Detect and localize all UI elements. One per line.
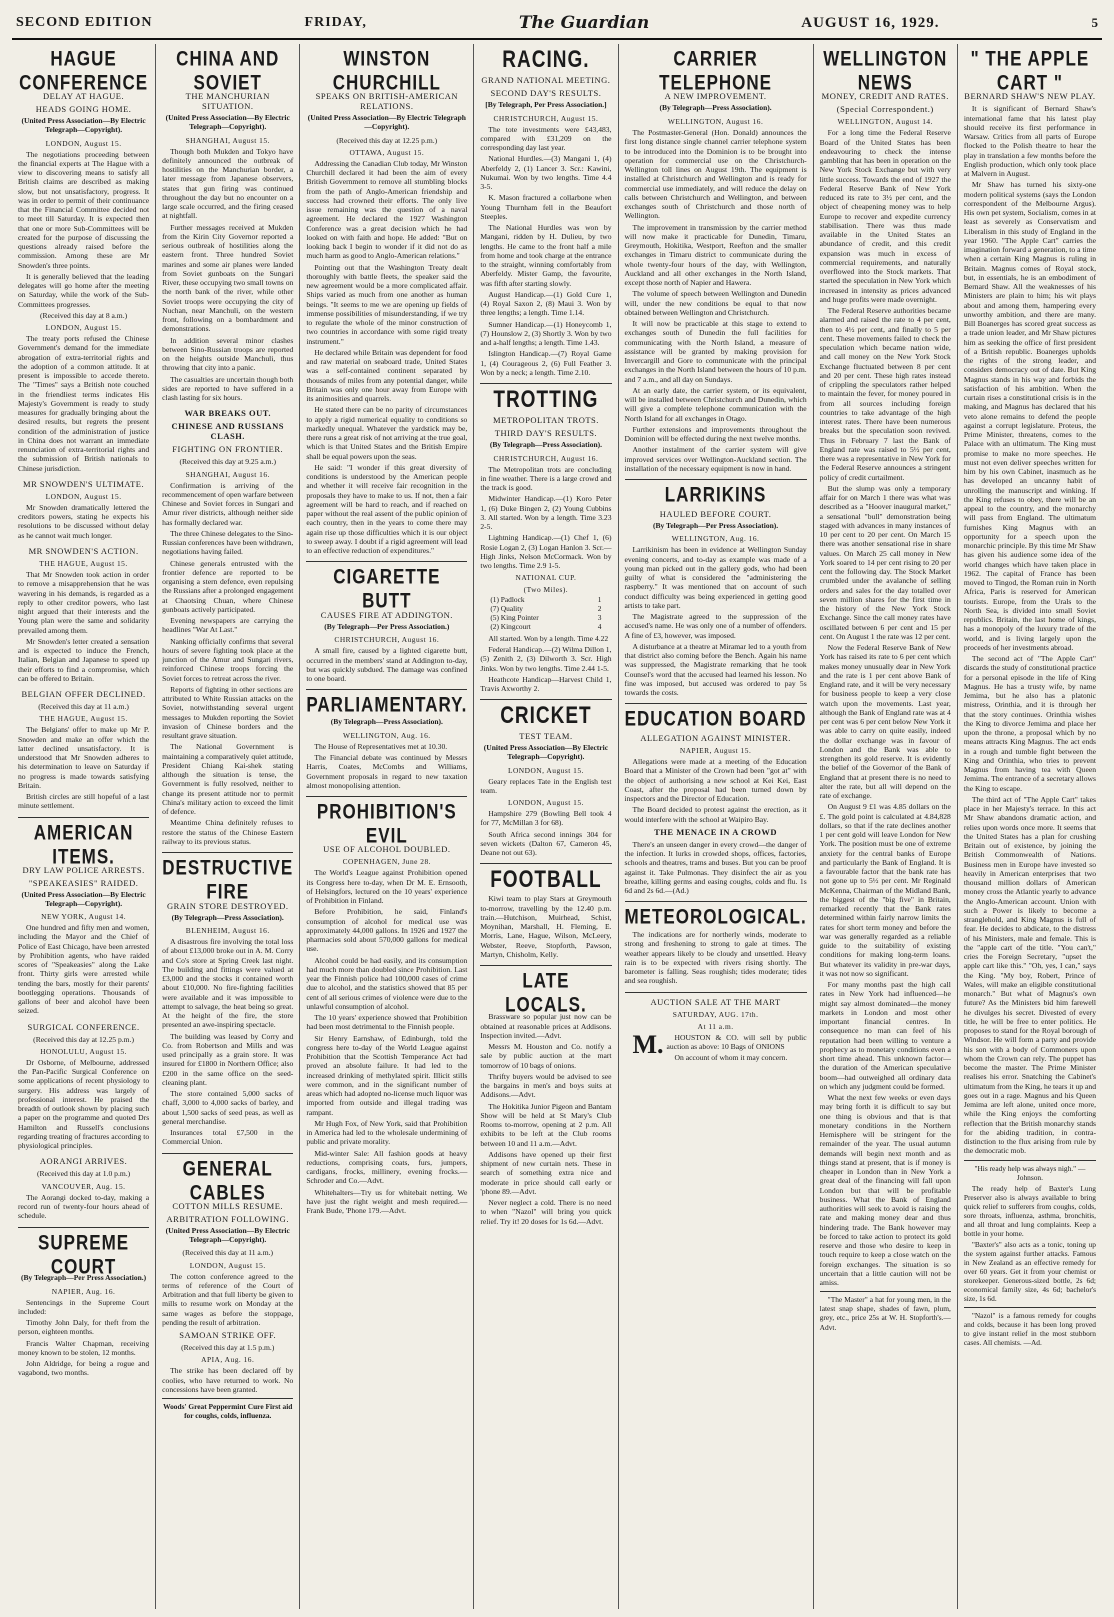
article-american bbox=[18, 822, 149, 1016]
paragraph: He declared while Britain was dependent for food and raw material on seaboard trade, United States was a self-contained continent separated by thousands of miles from any potential danger, while Britain was only one hour away from Europe with its animosities and quarrels. bbox=[306, 347, 468, 404]
dateline: WELLINGTON, Aug. 16. bbox=[671, 534, 760, 544]
column-7 bbox=[958, 44, 1102, 1609]
dateline: LONDON, August 15. bbox=[45, 323, 122, 333]
paragraph: The improvement in transmission by the carrier method will now make it practicable for Dunedin, Timaru, Greymouth, Hokitika, Westport, Reefton and the smaller exchanges in Timaru district to communicate during the whole twenty-four hours of the day, with Wellington, Auckland and all other exchanges in the North Island, except those north of Napier and Hawera. bbox=[624, 222, 807, 288]
paragraph: The World's League against Prohibition opened its Congress here to-day, when Dr M. E. Ernsooth, of Helsingfors, lectured on the 10 years' experience of Prohibition in Finland. bbox=[306, 868, 468, 906]
article-carrier bbox=[625, 48, 807, 473]
dateline: LONDON, August 15. bbox=[45, 491, 122, 501]
credit: (United Press Association—By Electric Telegraph—Copyright). bbox=[165, 1226, 290, 1244]
columns bbox=[12, 44, 1102, 1609]
paragraph: It will now be practicable at this stage to extend to exchanges south of Dunedin the full facilities for communicating with the North Island, a measure of assistance will be granted by making provision for Invercargill and Gore to communicate with the principal exchanges in the North Island between the hours of 10 p.m. and 7 a.m., and all day on Sundays. bbox=[624, 319, 807, 384]
subhead: SURGICAL CONFERENCE. bbox=[27, 1021, 140, 1032]
paragraph: The indications are for northerly winds, moderate to strong and freshening to strong to gale at times. The weather appears likely to be cloudy and unsettled. Heavy rain is to be expected with rivers rising shortly. The barometer is falling. Seas roughish; tides moderate; tides and sea roughish. bbox=[624, 930, 807, 986]
divider bbox=[306, 689, 467, 690]
paper-name: The Guardian bbox=[518, 13, 650, 33]
dateline: HONOLULU, August 15. bbox=[40, 1046, 127, 1056]
paragraph: (Received this day at 11 a.m.) bbox=[38, 702, 129, 711]
paragraph: Never neglect a cold. There is no need to when "Nazol" will bring you quick relief. Try it! 20 doses for 1s 6d.—Advt. bbox=[480, 1198, 612, 1226]
paragraph: All started. Won by a length. Time 4.22 bbox=[488, 633, 609, 643]
paragraph: K. Mason fractured a collarbone when Young Thurnham fell in the Beaufort Steeples. bbox=[480, 193, 612, 221]
headline: AMERICAN ITEMS. bbox=[33, 820, 134, 868]
article-wellington bbox=[820, 48, 951, 1332]
dateline: THE HAGUE, August 15. bbox=[39, 558, 128, 568]
paragraph: Brassware so popular just now can be obtained at reasonable prices at Addisons. Inspection invited.—Advt. bbox=[480, 1012, 612, 1040]
subhead: GRAIN STORE DESTROYED. bbox=[166, 900, 289, 911]
article-surgical bbox=[18, 1022, 149, 1151]
subhead: HAULED BEFORE COURT. bbox=[659, 508, 772, 519]
paragraph: On account of whom it may concern. bbox=[674, 1053, 788, 1063]
subhead: A NEW IMPROVEMENT. bbox=[664, 91, 767, 102]
paragraph: The National Hurdles was won by Mangani, ridden by H. Dulieu, by two lengths. He came to the front half a mile from home and took charge at the entrance to the straight, winning comfortably from Aberfeldy. Mister Gamp, the favourite, was fifth after starting slowly. bbox=[480, 223, 612, 288]
paragraph: The negotiations proceeding between the financial experts at The Hague with a view to discovering means to satisfy all British claims are described as making slow, but not unsatisfactory, progress. It was in order to permit of their continuance that the Financial Committee decided not to meet till Saturday. It is expected then that one or more Sub-Committees will be created for the purpose of discussing the questions already raised before the commission. Among these are Mr Snowden's three points. bbox=[18, 149, 150, 270]
subhead: DRY LAW POLICE ARRESTS. bbox=[22, 864, 145, 875]
subhead: SPEAKS ON BRITISH-AMERICAN RELATIONS. bbox=[315, 91, 459, 112]
divider bbox=[625, 479, 807, 480]
article-cigarette bbox=[306, 566, 467, 683]
paragraph: Sentencings in the Supreme Court included: bbox=[18, 1297, 150, 1316]
article-meteorological bbox=[625, 906, 807, 985]
paragraph: One hundred and fifty men and women, including the Mayor and the Chief of Police of East Chicago, have been arrested by Prohibition agents, who have raided scores of "Speakeasies" along the Lake front. Thirty girls were arrested while tending the bars, mostly for their parents' bootlegging operations. Thousands of gallons of beer and alcohol have been seized. bbox=[18, 923, 150, 1016]
paragraph: (Received this day at 1.5 p.m.) bbox=[181, 1343, 275, 1353]
dateline: LONDON, August 15. bbox=[507, 798, 584, 808]
divider bbox=[625, 992, 807, 993]
race-results bbox=[490, 596, 611, 632]
advertisement: Whitehalters—Try us for whitebait netting. We have just the right weight and mesh required.—Frank Bude, 'Phone 179.—Advt. bbox=[306, 1187, 468, 1216]
paragraph: There's an unseen danger in every crowd—the danger of the infection. It lurks in crowded shops, offices, factories, schools and theatres, trams and buses. But you can be proof against it. Take Pulmonas. They disinfect the air as you breathe, killing germs and easing coughs, colds and flu. 1s 6d and 2s 6d.—(Ad.) bbox=[624, 839, 807, 896]
paragraph: (Received this day at 12.25 p.m.) bbox=[33, 1034, 134, 1044]
subhead: (Special Correspondent.) bbox=[836, 104, 934, 115]
paragraph: (Received this day at 11 a.m.) bbox=[182, 1248, 274, 1258]
subhead: MR SNOWDEN'S ULTIMATE. bbox=[23, 478, 145, 489]
paragraph: (Received this day at 9.25 a.m.) bbox=[179, 457, 277, 467]
paragraph: The store contained 5,000 sacks of chaff, 3,000 to 4,000 sacks of barley, and about 1,500 sacks of seed peas, as well as general merchandise. bbox=[162, 1089, 294, 1126]
headline: RACING. bbox=[502, 46, 590, 73]
dateline: BLENHEIM, August 16. bbox=[185, 926, 270, 936]
subhead: CHINESE AND RUSSIANS CLASH. bbox=[171, 421, 284, 442]
credit: (United Press Association—By Electric Telegraph—Copyright). bbox=[307, 113, 466, 131]
article-trotting bbox=[480, 388, 611, 693]
headline: GENERAL CABLES bbox=[182, 1156, 273, 1204]
paragraph: The treaty ports refused the Chinese Government's demand for the immediate abrogation of extra-territorial rights and the adoption of a common attitude. It at present is impossible to accede thereto. The "Times" says a British note couched in the friendliest terms indicates His Majesty's Government is ready to study measures for gradually bringing about the desired results, but regrets the present condition of the administration of justice in China does not warrant an immediate renunciation of extra-territorial rights and the submission of British nationals to Chinese jurisdiction. bbox=[18, 334, 150, 473]
divider bbox=[306, 561, 467, 562]
article-war bbox=[162, 408, 293, 846]
paragraph: The Hokitika Junior Pigeon and Bantam Show will be held at St Mary's Club Rooms to-morrow, opening at 2 p.m. All exhibits to be left at the Club rooms between 10 and 11 a.m.—Advt. bbox=[480, 1101, 612, 1148]
dateline: APIA, Aug. 16. bbox=[201, 1355, 255, 1365]
subhead: BELGIAN OFFER DECLINED. bbox=[21, 689, 146, 699]
subhead: COTTON MILLS RESUME. bbox=[172, 1201, 284, 1212]
subhead: ALLEGATION AGAINST MINISTER. bbox=[640, 733, 791, 744]
headline: CIGARETTE BUTT bbox=[333, 565, 441, 613]
divider bbox=[18, 817, 149, 818]
race-title: NATIONAL CUP. bbox=[515, 573, 577, 583]
divider bbox=[18, 1227, 149, 1228]
paragraph: The three Chinese delegates to the Sino-Russian conferences have been withdrawn, negotiations having failed. bbox=[162, 528, 294, 557]
paragraph: M. HOUSTON & CO. will sell by public auction as above: 10 Bags of ONIONS bbox=[625, 1033, 807, 1052]
paragraph: Mr Snowden dramatically lettered the creditors powers, stating he expects his resolutions to be discussed without delay as he cannot wait much longer. bbox=[18, 502, 150, 540]
paragraph: A disastrous fire involving the total loss of about £13,000 broke out in A. M. Corry and Co's store at Spring Creek last night. The building and fittings were valued at £3,000 and the stocks it contained worth about £10,000. No fire-fighting facilities were available and it was impossible to attempt to salvage, the heat being so great. At the height of the fire, the store presented an awe-inspiring spectacle. bbox=[162, 937, 294, 1030]
result-row: (7) Quality 2 bbox=[490, 604, 602, 614]
paragraph: Before Prohibition, he said, Finland's consumption of alcohol for medical use was approximately 44,000 gallons. In 1926 and 1927 the pharmacies sold about 570,000 gallons for medical use. bbox=[306, 907, 468, 954]
subhead: ARBITRATION FOLLOWING. bbox=[166, 1214, 289, 1225]
paragraph: Pointing out that the Washington Treaty dealt thoroughly with battle fleets, the speaker said the new agreement would be a more complicated affair. Ships varied as much from one another as human beings. "It seems to me we are opening up fields of immense possibilities of misunderstanding, if we try to regulate the whole of the minor construction of two countries in accordance with some rigid treaty instrument." bbox=[306, 262, 468, 346]
paragraph: The Board decided to protest against the erection, as it would interfere with the school at Waipiro Bay. bbox=[624, 805, 807, 824]
dateline: CHRISTCHURCH, August 15. bbox=[493, 113, 599, 123]
paragraph: Though both Mukden and Tokyo have definitely announced the outbreak of hostilities on the Manchurian border, a later message from Japanese observers, states that gun firing was continued throughout the day but no encounter on a large scale occurred, and the firing ceased at nightfall. bbox=[162, 146, 294, 221]
paragraph: The volume of speech between Wellington and Dunedin will, under the new conditions be equal to that now obtained between Wellington and Christchurch. bbox=[624, 289, 807, 317]
subhead: DELAY AT HAGUE. bbox=[43, 91, 125, 102]
paragraph: Kiwi team to play Stars at Greymouth to-morrow, travelling by the 12.40 p.m. train.—Hutchison, Muirhead, Schist, Moynihan, Marshall, H. Fleming, E. Morris, Lane, Hague, Wilson, McLeery, Webster, Reeve, Stopforth, Pawson, Martyn, Chisholm, Kelly. bbox=[480, 894, 612, 959]
paragraph: Meantime China definitely refuses to restore the status of the Chinese Eastern railway to its previous status. bbox=[162, 818, 294, 846]
paragraph: Thrifty buyers would be advised to see the bargains in men's and boys suits at Addisons.—Advt. bbox=[480, 1071, 612, 1100]
article-locals bbox=[480, 970, 611, 1226]
paragraph: Larrikinism has been in evidence at Wellington Sunday evening concerts, and to-day as example was made of a young man picked out in the gallery gods, who had been guilty of what is considered the "administering the raspberry." It was mentioned that on account of such conduct difficulty was being experienced in getting good artists to take part. bbox=[624, 545, 807, 610]
headline: CARRIER TELEPHONE bbox=[659, 46, 773, 94]
paragraph: Midwinter Handicap.—(1) Koro Peter 1, (6) Duke Bingen 2, (2) Young Cubbins 3. All started. Won by a length. Time 3.23 2-5. bbox=[480, 494, 612, 532]
paragraph: August Handicap.—(1) Gold Cure 1, (4) Royal Saxon 2, (8) Maui 3. Won by three lengths; a length. Time 1.14. bbox=[480, 289, 612, 318]
paragraph: Chinese generals entrusted with the frontier defence are reported to be organising a stern defence, even repulsing the Russians after a prolonged engagement at Chaotsing Chuan, where Chinese gunboats actively participated. bbox=[162, 558, 294, 614]
result-row: (5) King Pointer 3 bbox=[490, 613, 602, 623]
article-racing bbox=[480, 48, 611, 377]
column-2 bbox=[156, 44, 300, 1609]
dateline: WELLINGTON, August 16. bbox=[667, 117, 764, 126]
divider bbox=[162, 1153, 293, 1154]
dateline: OTTAWA, August 15. bbox=[349, 147, 425, 157]
article-action bbox=[18, 546, 149, 683]
paragraph: Mr Snowden's letter created a sensation and is expected to induce the French, Italian, Belgian and Japanese to speed up their efforts to find a compromise, which can be offered to Britain. bbox=[18, 636, 150, 683]
paragraph: He stated there can be no parity of circumstances to apply a rigid numerical equality to conditions so markedly unequal. Whatever the yardstick may be, there runs a great risk of not arriving at the true goal, which is that United States and the British Empire shall be equal powers upon the seas. bbox=[306, 405, 468, 461]
paragraph: The Belgians' offer to make up Mr P. Snowden and make an offer which the latter declined unsatisfactory. It is understood that Mr Snowden adheres to his determination to leave on Saturday if no progress is made towards satisfying Britain. bbox=[18, 725, 150, 790]
dateline: NAPIER, Aug. 16. bbox=[51, 1286, 116, 1296]
paragraph: On August 9 £1 was 4.85 dollars on the £. The gold point is calculated at 4.84,828 dollars, so that if the rate declines another 1 per cent gold will leave London for New York. The position must be one of extreme anxiety for the central banks of Europe and particularly the Bank of England. It is a favourable factor that the bank rate has not gone up to 5½ per cent. Mr Reginald McKenna, Chairman of the Midland Bank, the biggest of the "big five" in Britain, remarked recently that the Bank rates determined within fairly narrow limits the rates for short term money and before the war was generally regarded as a reliable guide to the suitability of existing conditions for making long-term loans. But whatever its validity in pre-war days, it was not now so significant. bbox=[819, 802, 951, 978]
paragraph: John Aldridge, for being a rogue and vagabond, two months. bbox=[18, 1359, 150, 1378]
ad-text: Woods' Great Peppermint Cure First aid for coughs, colds, influenza. bbox=[163, 1402, 293, 1421]
result-row: (1) Padlock 1 bbox=[490, 595, 602, 605]
dateline: COPENHAGEN, June 28. bbox=[342, 857, 432, 867]
article-cables bbox=[162, 1158, 293, 1421]
headline: FOOTBALL bbox=[490, 867, 602, 894]
headline: METEOROLOGICAL. bbox=[624, 905, 807, 929]
subhead: SECOND DAY'S RESULTS. bbox=[490, 87, 602, 98]
article-cricket bbox=[480, 704, 611, 857]
advertisement: Mid-winter Sale: All fashion goods at heavy reductions, comprising coats, furs, jumpers, cardigans, frocks, millinery, evening frocks.—Schroder and Co.—Advt. bbox=[306, 1148, 468, 1186]
subhead: MR SNOWDEN'S ACTION. bbox=[28, 545, 139, 556]
paragraph: (Received this day at 8 a.m.) bbox=[40, 310, 128, 320]
subhead: THE MANCHURIAN SITUATION. bbox=[185, 91, 270, 112]
paragraph: For a long time the Federal Reserve Board of the United States has been endeavouring to check the intense gambling that has been in operation on the New York Stock Exchange but with very little success. Towards the end of 1927 the Federal Reserve Bank of New York reduced its rate to 3½ per cent, and the object of cheapening money was to help Europe to recover and expedite currency stabilisation. There was thus made available in the United States an abundance of credit, and this credit expansion was much in excess of commercial requirements, and naturally overflowed into the Stock markets. That started the speculation in New York which increased in intensity as prices advanced and huge profits were made overnight. bbox=[819, 128, 951, 304]
paragraph: The Aorangi docked to-day, making a record run of twenty-four hours ahead of schedule. bbox=[18, 1192, 150, 1221]
paragraph: The second act of "The Apple Cart" discards the study of constitutional practice for a personal episode in the life of King Magnus. He has a trusty wife, by name Jemima, but he also has a platonic mistress, Orinthia, and it is through her that the story continues. Orinthia wishes the King to divorce Jemima and place her upon the throne, a proposal which by no means attracts King Magnus. The act ends in a rough and tumble fight between the King and Orinthia, who tries to prevent Magnus from having tea with Queen Jemima. The entrance of a secretary allows the King to escape. bbox=[963, 654, 1096, 793]
column-4 bbox=[474, 44, 618, 1609]
subhead: WAR BREAKS OUT. bbox=[184, 408, 271, 419]
dateline: SHANGHAI, August 15. bbox=[185, 135, 270, 145]
paragraph: The Metropolitan trots are concluding in fine weather. There is a large crowd and the track is good. bbox=[480, 464, 612, 493]
advertisement bbox=[820, 1291, 951, 1331]
paragraph: What the next few weeks or even days may bring forth it is difficult to say but one thing is obvious and that is that monetary conditions in the Northern Hemisphere will be stringent for the remainder of the year. The usual autumn demands will begin next month and as things stand at present, that is if money is cheaper in London than in New York a great deal of the financing will fall upon London but that will be profitable business. What the Bank of England authorities will seek to avoid is raising the rate and making money dear and thus hindering trade. The Bank however may be forced to take action to protect its gold reserve and those who desire to keep in touch require to keep a close watch on the foreign exchanges. The situation is so uncertain that a little caution will not be amiss. bbox=[819, 1093, 951, 1288]
credit: (By Telegraph—Per Press Association). bbox=[653, 520, 779, 530]
subhead: SAMOAN STRIKE OFF. bbox=[179, 1330, 277, 1341]
article-ultimate bbox=[18, 479, 149, 540]
divider bbox=[480, 383, 611, 384]
edition-label: SECOND EDITION bbox=[16, 15, 153, 30]
paragraph: Reports of fighting in other sections are attributed to White Russian attacks on the Soviet, notwithstanding several urgent messages to Mukden reporting the Soviet invasion of Chinese borders and the resultant grave situation. bbox=[162, 684, 294, 741]
article-china bbox=[162, 48, 293, 402]
subhead: GRAND NATIONAL MEETING. bbox=[481, 74, 611, 85]
ad-text: "Nazol" is a famous remedy for coughs and colds, because it has been long proved to give instant relief in the most stubborn cases. All chemists. —Ad. bbox=[963, 1311, 1096, 1348]
divider bbox=[480, 699, 611, 700]
paragraph: The House of Representatives met at 10.30. bbox=[314, 741, 448, 751]
headline: HAGUE CONFERENCE bbox=[19, 46, 149, 94]
drop-cap: M. bbox=[632, 1029, 664, 1059]
headline: CHINA AND SOVIET bbox=[176, 46, 280, 94]
paragraph: The tote investments were £43,483, compared with £31,209 on the corresponding day last year. bbox=[480, 124, 612, 153]
dateline: CHRISTCHURCH, August 16. bbox=[334, 635, 440, 645]
credit: (By Telegraph—Press Association). bbox=[171, 912, 284, 922]
paragraph: It is significant of Bernard Shaw's international fame that his latest play should receive its first performance in Warsaw. Critics from all parts of Europe flocked to the Polish theatre to hear the play in translation a few months before the English production, which only took place at Malvern in August. bbox=[963, 104, 1096, 179]
paragraph: The National Government is maintaining a comparatively quiet attitude, President Chiang Kai-shek stating although the situation is tense, the Government is fully resolved, neither to change its present attitude nor to permit China's military action to exceed the limit of defence. bbox=[162, 742, 294, 817]
article-auction bbox=[625, 997, 807, 1063]
credit: (United Press Association—By Electric Telegraph—Copyright). bbox=[21, 889, 146, 908]
paragraph: Timothy John Daly, for theft from the person, eighteen months. bbox=[18, 1318, 150, 1337]
dateline: LONDON, August 15. bbox=[45, 138, 122, 148]
paragraph: At an early date, the carrier system, or its equivalent, will be installed between Christchurch and Dunedin, which will give a complete telephone communication with the North Island for all exchanges in Otago. bbox=[624, 385, 807, 423]
paragraph: The third act of "The Apple Cart" takes place in her Majesty's terrace. In this act Mr Shaw abandons dramatic action, and relies upon words once more. It seems that the United States has a plan for crushing Britain out of existence, by joining the British Commonwealth of Nations. Business men in Europe have invested so heavily in American enterprises that two thousand million dollars of American money cross the Atlantic yearly to advance the Anglo-American account. Union with such a Power is likely to become a stranglehold, and King Magnus is full of fear. He decides to abdicate, to the distress of his Ministers, male and female. This is the "apple cart of the title. "You can't," cries the Foreign Secretary, "upset the apple cart like this." "Oh, yes, I can," says the King. "My boy, Robert, Prince of Wales, will make an eligible constitutional monarch." But what of Magnus's own future? As the Ministers bid him farewell he divulges his secret. Divested of every title, he will be free to enter politics. He proposes to stand for the Royal borough of Windsor. He will form a party and provide his son with a body of Commoners upon whom the Crown can rely. The puppet has become the master. The Prime Minister realises his error. Snatching the Cabinet's ultimatum from the King, he tears it up and goes out in a rage. Magnus and his Queen Jemima are left alone, united once more, while the King enjoys the comforting reflection that the British monarchy stands for the abiding tradition, in contra-distinction to the flux arising from rule by the democratic mob. bbox=[963, 794, 1096, 1156]
ad-text: "Baxter's" also acts as a tonic, toning up the system against further attacks. Famous in New Zealand as an effective remedy for over 60 years. Get it from your chemist or storekeeper. Generous-sized bottle, 2s 6d; economical family size, 4s 6d; bachelor's size, 1s 6d. bbox=[963, 1239, 1096, 1304]
article-education bbox=[625, 708, 807, 895]
paragraph: Francis Walter Chapman, receiving money known to be stolen, 12 months. bbox=[18, 1338, 150, 1357]
subhead: BERNARD SHAW'S NEW PLAY. bbox=[964, 91, 1096, 102]
credit: (United Press Association—By Electric Telegraph—Copyright). bbox=[165, 113, 290, 131]
headline: LATE LOCALS. bbox=[505, 968, 587, 1016]
dateline: WELLINGTON, Aug. 16. bbox=[342, 730, 431, 740]
article-parliamentary bbox=[306, 694, 467, 790]
headline: WINSTON CHURCHILL bbox=[332, 46, 441, 94]
headline: WELLINGTON NEWS bbox=[823, 46, 948, 94]
date-label: AUGUST 16, 1929. bbox=[801, 14, 940, 31]
subhead: FIGHTING ON FRONTIER. bbox=[172, 444, 284, 455]
subhead: "SPEAKEASIES" RAIDED. bbox=[28, 877, 139, 888]
paragraph: The Federal Reserve authorities became alarmed and raised the rate to 4 per cent, then to 4½ per cent, and finally to 5 per cent. These movements failed to check the speculation which became nation wide, and call money on the New York Stock Exchange fluctuated between 8 per cent and 20 per cent. These high rates instead of crippling the speculators rather helped to maintain the fever, for money poured in from all sources including foreign countries to take advantage of the high interest rates. There have been numerous breaks but the speculation soon revived. Thus in February 7 last the Bank of England rate was raised to 5½ per cent, there was a representative in New York for the Federal Reserve announces a stringent policy of credit curtailment. bbox=[819, 306, 951, 482]
paragraph: Geary replaces Tate in the English test team. bbox=[480, 776, 612, 795]
paragraph: Dr Osborne, of Melbourne, addressed the Pan-Pacific Surgical Conference on some applications of recent physiology to surgery. His address was largely of professional interest. He praised the breadth of outlook shown by placing such a paper on the programme and quoted Drs Hamilton and Russell's conclusions regarding treating of fractures according to physiological principles. bbox=[18, 1057, 150, 1151]
credit: (By Telegraph—Per Press Association.) bbox=[324, 621, 450, 631]
paragraph: Another instalment of the carrier system will give improved services over Wellington-Auckland section. The installation of the necessary equipment is now in hand. bbox=[624, 445, 807, 473]
credit: (By Telegraph—Press Association). bbox=[330, 717, 443, 727]
article-apple-cart bbox=[964, 48, 1096, 1347]
column-1 bbox=[12, 44, 156, 1609]
advertisement bbox=[964, 1160, 1096, 1303]
paragraph: The Magistrate agreed to the suppression of the accused's name. He was only one of a number of offenders. A fine of £3, however, was imposed. bbox=[624, 612, 807, 640]
dateline: THE HAGUE, August 15. bbox=[39, 714, 128, 724]
advertisement bbox=[162, 1398, 293, 1420]
headline: TROTTING bbox=[493, 386, 599, 414]
advertisement bbox=[964, 1307, 1096, 1347]
ad-quote: "His ready help was always nigh." —Johnson. bbox=[974, 1163, 1086, 1182]
paragraph: The cotton conference agreed to the terms of reference of the Court of Arbitration and that full liberty be given to mills to resume work on Monday at the same wages as before the stoppage, pending the result of arbitration. bbox=[162, 1271, 294, 1327]
headline: SUPREME COURT bbox=[38, 1230, 130, 1278]
masthead bbox=[12, 8, 1102, 40]
paragraph: For many months past the high call rates in New York had influenced—he might say almost dominated—the money markets in London and most other important financial centres. In consequence no man can feel of his reputation had been willing to venture a prophecy as to monetary conditions even a short time ahead. This unknown factor—the duration of the American speculative boom—had outweighed all ordinary data on which any judgment could be formed. bbox=[819, 980, 951, 1091]
divider bbox=[625, 901, 807, 902]
paragraph: The Financial debate was continued by Messrs Harris, Coates, McCombs and Williams, Government proposals in regard to new taxation almost monopolising attention. bbox=[306, 753, 468, 790]
subhead: HEADS GOING HOME. bbox=[35, 104, 132, 115]
dateline: NAPIER, August 15. bbox=[679, 746, 752, 756]
ad-text: "The Master" a hat for young men, in the latest snap shape, shades of fawn, plum, grey, etc., price 25s at W. H. Stopforth's.—Advt. bbox=[819, 1295, 951, 1332]
headline: LARRIKINS bbox=[664, 482, 767, 507]
dateline: SHANGHAI, August 16. bbox=[185, 469, 270, 479]
dateline: SATURDAY, AUG. 17th. bbox=[672, 1009, 759, 1019]
article-prohibition bbox=[306, 801, 467, 1215]
article-fire bbox=[162, 857, 293, 1147]
subhead: AUCTION SALE AT THE MART bbox=[650, 996, 781, 1007]
paragraph: Allegations were made at a meeting of the Education Board that a Minister of the Crown had been "got at" with the object of authorising a new school at Kei Kei, East Coast, after the proposal had been turned down by inspectors and the Director of Education. bbox=[624, 757, 807, 804]
paragraph: Nanking officially confirms that several hours of severe fighting took place at the junction of the Amur and Sungari rivers, reinforced Chinese troops forcing the Soviet forces to retreat across the river. bbox=[162, 636, 294, 683]
headline: CRICKET bbox=[500, 703, 592, 730]
column-3 bbox=[300, 44, 474, 1609]
subhead: USE OF ALCOHOL DOUBLED. bbox=[323, 844, 451, 855]
subhead: TEST TEAM. bbox=[519, 731, 573, 742]
subhead: AORANGI ARRIVES. bbox=[39, 1156, 128, 1167]
paragraph: Islington Handicap.—(7) Royal Game 1, (4) Courageous 2, (6) Full Feather 3. Won by a neck; a length. Time 2.10. bbox=[480, 349, 612, 377]
paragraph: Federal Handicap.—(2) Wilma Dillon 1, (5) Zenith 2, (3) Dilworth 3. Scr. High Jinks. Won by two lengths. Time 2.44 1-5. bbox=[480, 645, 612, 673]
paragraph: In addition several minor clashes between Sino-Russian troops are reported on the heights outside Manchuli, thus throwing that city into a panic. bbox=[162, 335, 294, 373]
paragraph: A disturbance at a theatre at Miramar led to a youth from that district also coming before the Bench. Again his name was suppressed, the Magistrate remarking that he took Counsel's word that the accused had learned his lesson. No fine was imposed, but accused was ordered to pay 5s towards the costs. bbox=[624, 641, 807, 698]
paragraph: The casualties are uncertain though both sides are reported to have suffered in a clash lasting for six hours. bbox=[162, 374, 294, 403]
paragraph: The Postmaster-General (Hon. Donald) announces the first long distance single channel carrier telephone system to be introduced into the Dominion is to be brought into operation for commercial use on the Christchurch-Wellington toll lines on August 19th. The equipment is installed at Christchurch and Wellington and is ready for commercial use immediately, and will reduce the delay on calls between Christchurch and Wellington, and between exchanges south of Christchurch and those north of Wellington. bbox=[624, 128, 807, 221]
paragraph: Lightning Handicap.—(1) Chef 1, (6) Rosie Logan 2, (3) Logan Hanlon 3. Scr.—High Jinks, Nelson McCormack. Won by two lengths. Time 2.9 1-5. bbox=[480, 533, 612, 571]
column-5 bbox=[619, 44, 814, 1609]
paragraph: British circles are still hopeful of a last minute settlement. bbox=[18, 792, 150, 811]
subhead: THE MENACE IN A CROWD bbox=[654, 826, 778, 837]
paragraph: Mr Hugh Fox, of New York, said that Prohibition in America had led to the wholesale undermining of public and private morality. bbox=[306, 1118, 468, 1147]
paragraph: He said: "I wonder if this great diversity of conditions is understood by the American people and whether it will receive fair recognition in the proposals they have to make to us. If not, then a fair agreement will be hard to reach, and if reached on paper without the real assent of the public opinion of each country, then in the years to come there may again rise up those difficulties which it is our object to sweep away. I doubt if a rigid agreement will lead to an effective reduction of expenditures." bbox=[306, 462, 468, 556]
headline: PROHIBITION'S EVIL bbox=[316, 799, 457, 847]
paragraph: But the slump was only a temporary affair for on March 1 there was what was described as a "Hoover inaugural market," a sensational "bull" demonstration being staged with advances in many instances of 10 per cent to 20 per cent. On March 15 there was another sensational rise in share values. On March 25 call money in New York soared to 14 per cent rising to 20 per cent the following day. The Stock Market crumbled under the avalanche of selling orders and sales for the day totalled over seven million shares for the first time in the history of the New York Stock Exchange. Since the call money rates have oscillated between 6 per cent and 15 per cent. On August 1 the rate was 12 per cent. bbox=[819, 483, 951, 641]
paragraph: South Africa second innings 304 for seven wickets (Dalton 67, Cameron 45, Deane not out 63). bbox=[480, 829, 612, 858]
paragraph: Addisons have opened up their first shipment of new curtain nets. These in search of something extra nice and moderate in price should call early or 'phone 89.—Advt. bbox=[480, 1149, 612, 1196]
day-label: FRIDAY, bbox=[304, 15, 367, 30]
headline: " THE APPLE CART " bbox=[970, 46, 1090, 94]
paragraph: Evening newspapers are carrying the headlines "War At Last." bbox=[162, 616, 294, 635]
headline: EDUCATION BOARD bbox=[624, 707, 807, 731]
article-aorangi bbox=[18, 1156, 149, 1220]
dateline: At 11 a.m. bbox=[697, 1021, 734, 1031]
dateline: VANCOUVER, Aug. 15. bbox=[41, 1181, 126, 1191]
paragraph: Hampshire 279 (Bowling Bell took 4 for 77, McMillan 3 for 68). bbox=[480, 809, 612, 828]
article-football bbox=[480, 868, 611, 959]
credit: (United Press Association—By Electric Telegraph—Copyright). bbox=[21, 116, 146, 134]
article-hague bbox=[18, 48, 149, 473]
article-churchill bbox=[306, 48, 467, 555]
dateline: WELLINGTON, August 14. bbox=[837, 117, 933, 127]
paragraph: Mr Shaw has turned his sixty-one modern political systems (says the London correspondent of the Melbourne Argus). His own pet system, Socialism, comes in at least as severely as Conservatism and Liberalism in this study of England in the year 1960. "The Apple Cart" carries the imagination forward a generation, to a time when a certain King Magnus is ruling in Britain. Magnus comes of Royal stock, but, in essentials, he is an embodiment of Bernard Shaw. All the weaknesses of his Ministers are plain to him; his wit plays about and among them, hampering every unworthy ambition, and there are many. Bill Boanerges has scored great success as a trade union leader, and Mr Shaw pictures him as seeking the office of first president of a British republic. Boanerges upholds the rights of the strong leader, and considers democracy out of date. But King Magnus stands in his way and forbids the satisfaction of his ambition. When the curtain rises a constitutional crisis is in the making, and Magnus has declared that his veto alone remains to defend the people against a corrupt legislature. Proteus, the Prime Minister, threatens, comes to the Palace with an ultimatum. The King must promise to make no more speeches. He must not even deliver speeches written for him by his own Cabinet, inasmuch as he has developed an uncanny habit of unrolling the manuscript and winking. If the King refuses to obey, there will be an appeal to the country, and the monarchy will pass from England. The ultimatum furnishes King Magnus with an opportunity for a speech upon the monarchic principle. By this time Mr Shaw has given his audience some idea of the world changes which have taken place in 1962. The capital of France has been moved to Tingod, the Roman ruin in North Africa, Paris is reserved for American tourists. Europe, from the Urals to the North Sea, is divided into small Soviet republics. Britain, the last home of kings, has a monopoly of the luxury trade of the world, and is living largely upon the proceeds of her investments abroad. bbox=[963, 180, 1096, 652]
headline: DESTRUCTIVE FIRE bbox=[162, 855, 294, 904]
subhead: CAUSES FIRE AT ADDINGTON. bbox=[320, 609, 453, 620]
subhead: THIRD DAY'S RESULTS. bbox=[494, 427, 598, 438]
credit: (By Telegraph—Press Association). bbox=[659, 103, 772, 113]
paragraph: Insurances total £7,500 in the Commercial Union. bbox=[162, 1128, 294, 1147]
paragraph: Further extensions and improvements throughout the Dominion will be effected during the next twelve months. bbox=[624, 424, 807, 444]
article-belgian bbox=[18, 689, 149, 811]
paragraph: Messrs M. Houston and Co. notify a sale by public auction at the mart tomorrow of 10 bags of onions. bbox=[480, 1042, 612, 1070]
column-6 bbox=[814, 44, 958, 1609]
dateline: LONDON, August 15. bbox=[189, 1260, 266, 1270]
divider bbox=[306, 796, 467, 797]
credit: (By Telegraph—Per Press Association.) bbox=[21, 1272, 147, 1282]
result-row: (2) Kingcourt 4 bbox=[490, 622, 602, 632]
paragraph: (Received this day at 12.25 p.m.) bbox=[336, 135, 438, 145]
paragraph: Now the Federal Reserve Bank of New York has raised its rate to 6 per cent which makes money unusually dear in New York and the rate is 1 per cent above Bank of England rate, and it will be very necessary for business people to keep a very close watch upon the movements. Last year, although the Bank of England rate was at 4 per cent was 6 per cent below New York it was able to carry on quite easily, indeed the dollar exchange was in favour of London and the Bank was able to strengthen its gold reserve. It is evidently the belief of the Governor of the Bank of England that at present there is no need to alter the rate, but all will depend on the rate of exchange. bbox=[819, 643, 951, 801]
article-supreme bbox=[18, 1232, 149, 1378]
paragraph: That Mr Snowden took action in order to remove a misapprehension that he was wavering in his demands, is regarded as a reply to other creditor powers, who last night argued that their interests and the Young plan were the same and solidarity prevailed among them. bbox=[18, 570, 150, 635]
paragraph: Confirmation is arriving of the recommencement of open warfare between Chinese and Soviet forces in Sungari and Amur river districts, although neither side has formally declared war. bbox=[162, 480, 294, 527]
paragraph: (Received this day at 1.0 p.m.) bbox=[36, 1169, 131, 1179]
ad-text: The ready help of Baxter's Lung Preserver also is always available to bring quick relief to sufferers from coughs, colds, sore throats, influenza, asthma, bronchitis, and all throat and lung complaints. Keep a bottle in your home. bbox=[963, 1183, 1096, 1238]
paragraph: Addressing the Canadian Club today, Mr Winston Churchill declared it had been the aim of every British Government to remove all stumbling blocks from the path of Anglo-American friendship and success had crowned their efforts. The only live issue remaining was the question of a naval agreement. He declared the 1927 Washington Conference was a great decision which he had looked on with faith and hope. He added: "But on looking back I begin to wonder if it did not do as much harm as good to Anglo-American relations." bbox=[306, 158, 468, 261]
paragraph: Sumner Handicap.—(1) Honeycomb 1, (7) Hounslow 2, (3) Shortly 3. Won by two and a-half lengths; a length. Time 1.43. bbox=[480, 319, 612, 348]
paragraph: A small fire, caused by a lighted cigarette butt, occurred in the members' stand at Addington to-day, but was quickly subdued. The damage was confined to one board. bbox=[306, 646, 468, 684]
page-number: 5 bbox=[1091, 15, 1098, 30]
paragraph: National Hurdles.—(3) Mangani 1, (4) Aberfeldy 2, (1) Lancer 3. Scr.: Kawini, Nukumai. Won by two lengths. Time 4.4 3-5. bbox=[480, 154, 612, 192]
credit: (By Telegraph—Press Association). bbox=[489, 439, 602, 449]
paragraph: The 10 years' experience showed that Prohibition had been most detrimental to the Finnish people. bbox=[306, 1013, 468, 1032]
dateline: LONDON, August 15. bbox=[507, 765, 584, 775]
divider bbox=[625, 703, 807, 704]
paragraph: Alcohol could be had easily, and its consumption had much more than doubled since Prohibition. Last year the Finnish police had 100,000 cases of crime due to alcohol, and the statistics showed that 85 per cent of all serious crimes of violence were due to the unlawful consumption of alcohol. bbox=[306, 955, 468, 1011]
article-larrikins bbox=[625, 484, 807, 697]
dateline: CHRISTCHURCH, August 16. bbox=[493, 453, 599, 463]
credit: [By Telegraph, Per Press Association.] bbox=[485, 99, 607, 109]
dateline: NEW YORK, August 14. bbox=[41, 912, 127, 922]
divider bbox=[162, 852, 293, 853]
headline: PARLIAMENTARY. bbox=[306, 693, 468, 717]
credit: (United Press Association—By Electric Telegraph—Copyright). bbox=[483, 743, 609, 761]
divider bbox=[480, 863, 611, 864]
paragraph: The building was leased by Corry and Co. from Robertson and Mills and was used principally as a grain store. It was insured for £1800 in Northern Office; also £200 in the same office on the seed-cleaning plant. bbox=[162, 1031, 294, 1087]
subhead: MONEY, CREDIT AND RATES. bbox=[821, 91, 949, 102]
paragraph: Sir Henry Earnshaw, of Edinburgh, told the congress here to-day of the World League against Prohibition that the Scottish Temperance Act had proved an absolute failure. It had led to the increased drinking of methylated spirit. Illicit stills were common, and in the significant number of areas which had adopted no-license much liquor was imported from outside and illegal trading was rampant. bbox=[306, 1033, 468, 1117]
race-distance: (Two Miles). bbox=[523, 585, 569, 595]
paragraph: Heathcote Handicap—Harvest Child 1, Travis Axworthy 2. bbox=[480, 674, 612, 694]
paragraph: Further messages received at Mukden from the Kirin City Governor reported a serious outbreak of hostilities along the eastern front. Three hundred Soviet marines and some air planes were landed from Soviet gunboats on the Sungari River, these occupying two small towns on the north bank of the river, while other Soviet troops were occupying the city of Nuchan, near Manchuli, on the western front, following on a bombardment and demonstrations. bbox=[162, 222, 294, 334]
subhead: METROPOLITAN TROTS. bbox=[492, 414, 599, 425]
paragraph: It is generally believed that the leading delegates will go home after the meeting on Saturday, while the work of the Sub-Committees progresses. bbox=[18, 271, 150, 309]
divider bbox=[480, 965, 611, 966]
paragraph: The strike has been declared off by coolies, who have returned to work. No concessions have been granted. bbox=[162, 1366, 294, 1394]
